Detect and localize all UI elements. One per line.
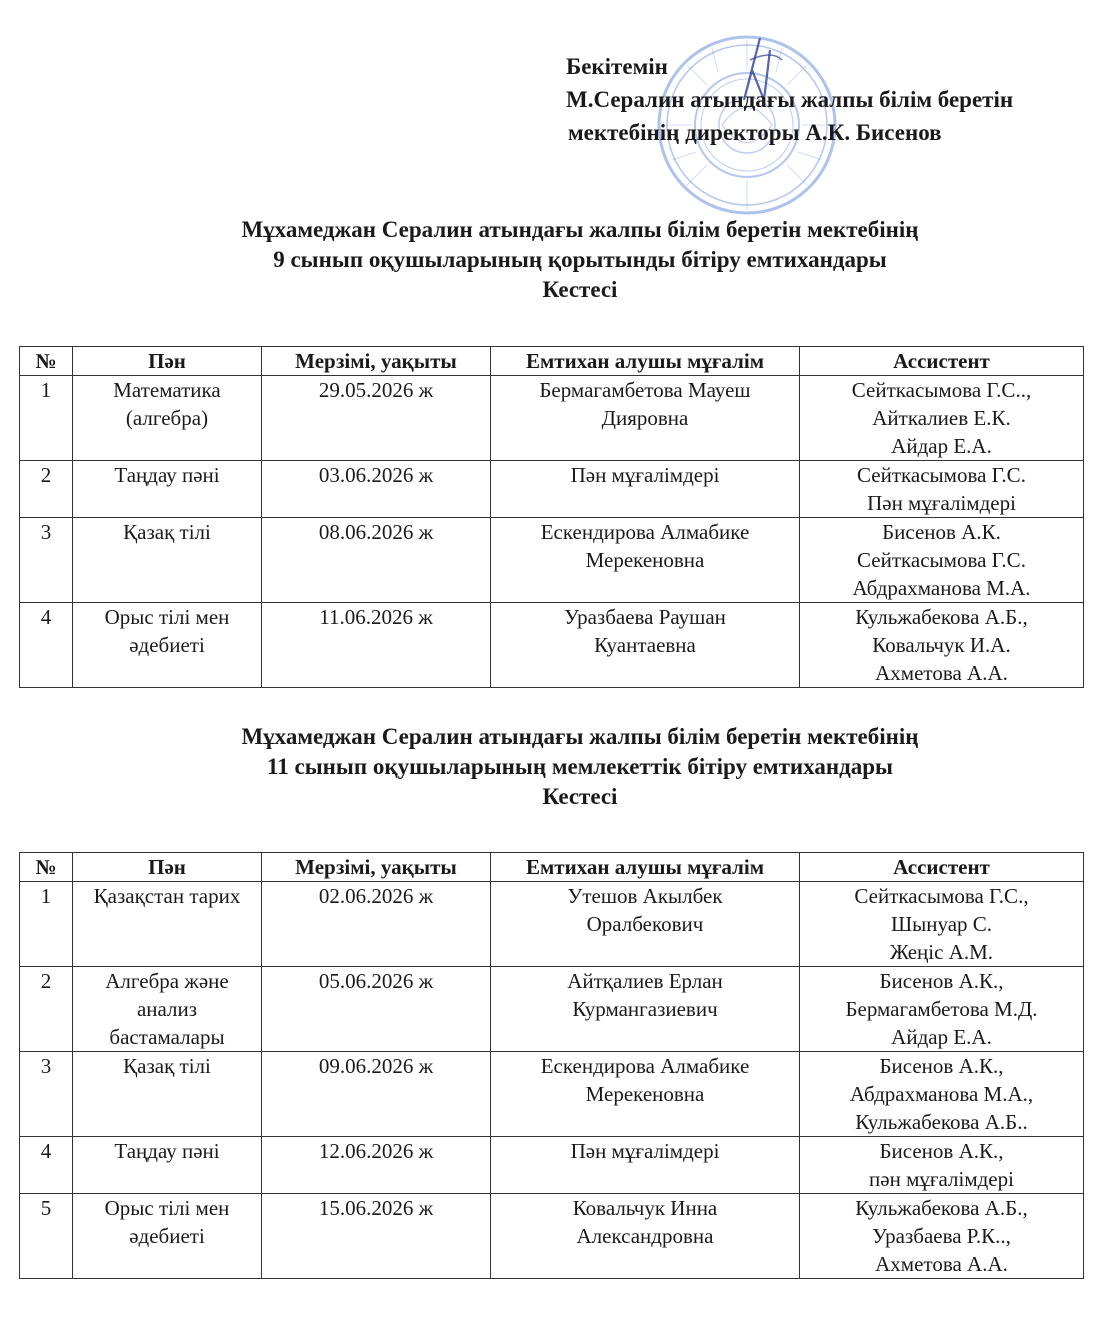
approval-block [566, 50, 1013, 149]
row-teacher-line: Пән мұғалімдері [570, 463, 720, 487]
row-teacher-line: Ескендирова Алмабике [540, 1054, 750, 1078]
row-subject-line: әдебиеті [129, 633, 205, 657]
row-date: 29.05.2026 ж [262, 376, 491, 461]
row-assistant [800, 882, 1084, 967]
row-date: 15.06.2026 ж [262, 1194, 491, 1279]
row-teacher-line: Утешов Акылбек [567, 884, 723, 908]
row-number: 5 [20, 1194, 73, 1279]
row-assistant-line: Кульжабекова А.Б.. [855, 1110, 1028, 1134]
row-subject [73, 603, 262, 688]
row-date: 02.06.2026 ж [262, 882, 491, 967]
row-subject [73, 1052, 262, 1137]
row-subject-line: Қазақ тілі [123, 520, 211, 544]
row-assistant [800, 1137, 1084, 1194]
row-assistant-line: Бисенов А.К., [879, 1139, 1004, 1163]
table-header-row [20, 347, 1084, 376]
row-subject-line: Қазақстан тарих [93, 884, 241, 908]
row-subject-line: Таңдау пәні [114, 1139, 220, 1163]
row-assistant-line: пән мұғалімдері [869, 1167, 1014, 1191]
header-subject: Пән [73, 347, 262, 376]
row-date: 12.06.2026 ж [262, 1137, 491, 1194]
row-subject-line: әдебиеті [129, 1224, 205, 1248]
grade11-exam-table [19, 852, 1084, 1279]
row-teacher-line: Оралбекович [586, 912, 704, 936]
grade11-table-body [20, 882, 1084, 1279]
row-assistant-line: Айдар Е.А. [891, 434, 992, 458]
row-assistant-line: Сейткасымова Г.С., [854, 884, 1029, 908]
grade9-exam-table [19, 346, 1084, 688]
row-subject-line: Қазақ тілі [123, 1054, 211, 1078]
row-subject [73, 376, 262, 461]
header-date: Мерзімі, уақыты [262, 347, 491, 376]
row-subject-line: бастамалары [109, 1025, 225, 1049]
row-subject [73, 518, 262, 603]
row-teacher-line: Айтқалиев Ерлан [567, 969, 723, 993]
section2-title-line2: 11 сынып оқушыларының мемлекеттік бітіру емтихандары [267, 754, 893, 779]
row-assistant-line: Бисенов А.К., [879, 1054, 1004, 1078]
table-row [20, 882, 1084, 967]
row-teacher [491, 518, 800, 603]
row-subject-line: Орыс тілі мен [104, 1196, 230, 1220]
row-subject [73, 461, 262, 518]
row-date: 03.06.2026 ж [262, 461, 491, 518]
row-assistant-line: Ахметова А.А. [875, 1252, 1008, 1276]
row-teacher [491, 1052, 800, 1137]
row-number: 2 [20, 461, 73, 518]
row-date: 11.06.2026 ж [262, 603, 491, 688]
row-date: 08.06.2026 ж [262, 518, 491, 603]
row-number: 2 [20, 967, 73, 1052]
header-teacher: Емтихан алушы мұғалім [491, 853, 800, 882]
row-teacher-line: Курмангазиевич [572, 997, 718, 1021]
row-assistant [800, 461, 1084, 518]
section1-title-line3: Кестесі [542, 277, 618, 302]
approval-title: Бекітемін [566, 54, 668, 79]
row-assistant [800, 1052, 1084, 1137]
row-subject [73, 1194, 262, 1279]
row-assistant-line: Сейткасымова Г.С. [857, 463, 1026, 487]
row-assistant-line: Айткалиев Е.К. [872, 406, 1011, 430]
row-teacher [491, 376, 800, 461]
row-number: 4 [20, 603, 73, 688]
row-teacher [491, 1194, 800, 1279]
header-number: № [20, 347, 73, 376]
row-assistant [800, 376, 1084, 461]
row-assistant-line: Айдар Е.А. [891, 1025, 992, 1049]
row-teacher [491, 882, 800, 967]
header-assistant: Ассистент [800, 853, 1084, 882]
row-number: 3 [20, 518, 73, 603]
row-number: 4 [20, 1137, 73, 1194]
table-row [20, 1137, 1084, 1194]
row-assistant [800, 967, 1084, 1052]
row-assistant [800, 603, 1084, 688]
row-subject-line: Алгебра және [105, 969, 229, 993]
row-number: 1 [20, 376, 73, 461]
row-teacher-line: Мерекеновна [585, 548, 705, 572]
grade9-table-body [20, 376, 1084, 688]
row-teacher-line: Куантаевна [594, 633, 696, 657]
row-assistant-line: Ахметова А.А. [875, 661, 1008, 685]
table-row [20, 1194, 1084, 1279]
row-assistant-line: Абдрахманова М.А., [849, 1082, 1034, 1106]
row-teacher [491, 967, 800, 1052]
header-number: № [20, 853, 73, 882]
row-assistant-line: Шынуар С. [890, 912, 993, 936]
row-subject-line: Таңдау пәні [114, 463, 220, 487]
section1-title-line1: Мұхамеджан Сералин атындағы жалпы білім беретін мектебінің [241, 217, 919, 242]
table-row [20, 461, 1084, 518]
row-assistant-line: Бисенов А.К., [879, 969, 1004, 993]
row-assistant-line: Пән мұғалімдері [867, 491, 1016, 515]
row-number: 1 [20, 882, 73, 967]
header-date: Мерзімі, уақыты [262, 853, 491, 882]
table-row [20, 967, 1084, 1052]
section1-title-line2: 9 сынып оқушыларының қорытынды бітіру емтихандары [273, 247, 887, 272]
row-subject [73, 1137, 262, 1194]
section2-title-line3: Кестесі [542, 784, 618, 809]
row-assistant-line: Жеңіс А.М. [889, 940, 994, 964]
row-subject-line: (алгебра) [125, 406, 209, 430]
row-subject-line: Математика [113, 378, 221, 402]
table-header-row [20, 853, 1084, 882]
row-assistant-line: Бисенов А.К. [882, 520, 1001, 544]
header-assistant: Ассистент [800, 347, 1084, 376]
section2-title-line1: Мұхамеджан Сералин атындағы жалпы білім беретін мектебінің [241, 724, 919, 749]
row-teacher [491, 603, 800, 688]
table-row [20, 603, 1084, 688]
row-teacher [491, 1137, 800, 1194]
row-teacher-line: Бермагамбетова Мауеш [539, 378, 751, 402]
row-teacher-line: Александровна [576, 1224, 714, 1248]
row-teacher-line: Пән мұғалімдері [570, 1139, 720, 1163]
row-date: 09.06.2026 ж [262, 1052, 491, 1137]
row-teacher-line: Ескендирова Алмабике [540, 520, 750, 544]
row-teacher [491, 461, 800, 518]
row-assistant-line: Ковальчук И.А. [872, 633, 1011, 657]
row-assistant-line: Уразбаева Р.К.., [872, 1224, 1011, 1248]
row-assistant-line: Сейткасымова Г.С.., [851, 378, 1032, 402]
row-assistant-line: Сейткасымова Г.С. [857, 548, 1026, 572]
approval-school: М.Сералин атындағы жалпы білім беретін [566, 87, 1014, 112]
row-subject-line: анализ [136, 997, 198, 1021]
row-teacher-line: Дияровна [601, 406, 689, 430]
table-row [20, 1052, 1084, 1137]
row-subject-line: Орыс тілі мен [104, 605, 230, 629]
header-teacher: Емтихан алушы мұғалім [491, 347, 800, 376]
row-assistant [800, 518, 1084, 603]
row-subject [73, 967, 262, 1052]
row-number: 3 [20, 1052, 73, 1137]
row-assistant-line: Кульжабекова А.Б., [855, 1196, 1028, 1220]
row-teacher-line: Уразбаева Раушан [564, 605, 726, 629]
row-subject [73, 882, 262, 967]
row-assistant-line: Кульжабекова А.Б., [855, 605, 1028, 629]
section1-title [0, 215, 1119, 305]
row-assistant-line: Абдрахманова М.А. [852, 576, 1031, 600]
section2-title [0, 722, 1119, 812]
row-teacher-line: Ковальчук Инна [572, 1196, 718, 1220]
row-assistant-line: Бермагамбетова М.Д. [845, 997, 1038, 1021]
header-subject: Пән [73, 853, 262, 882]
approval-director: мектебінің директоры А.К. Бисенов [568, 120, 942, 145]
table-row [20, 518, 1084, 603]
row-teacher-line: Мерекеновна [585, 1082, 705, 1106]
row-assistant [800, 1194, 1084, 1279]
table-row [20, 376, 1084, 461]
row-date: 05.06.2026 ж [262, 967, 491, 1052]
